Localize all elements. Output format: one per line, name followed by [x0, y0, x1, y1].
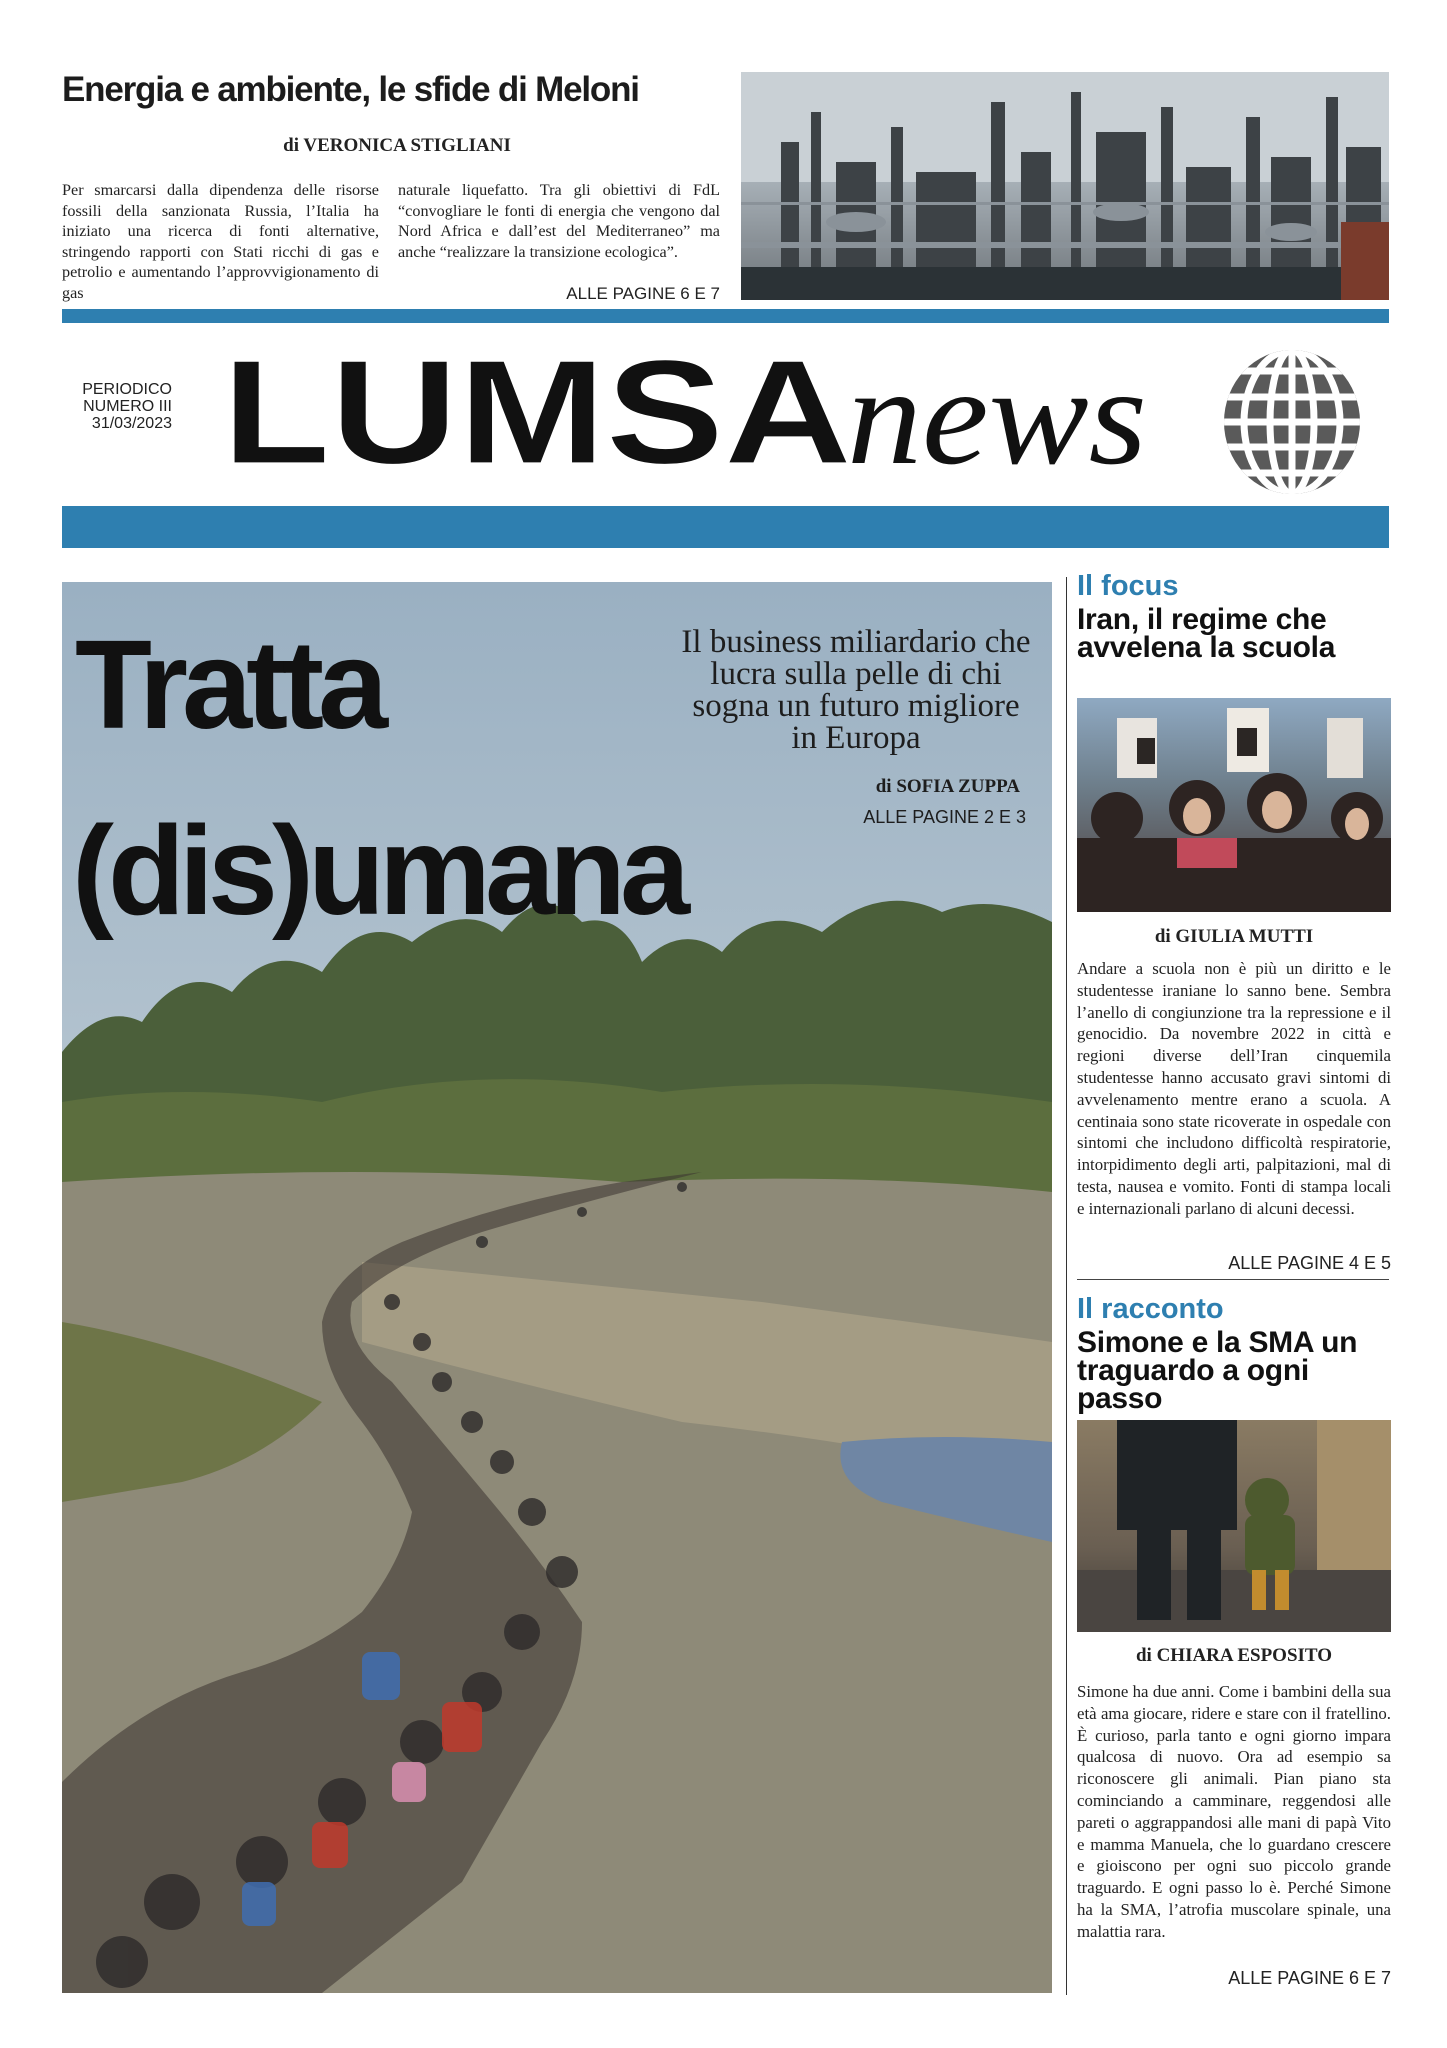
lead-byline: di SOFIA ZUPPA: [875, 776, 1020, 797]
sidebar-divider: [1066, 577, 1067, 1995]
lead-headline-line-1[interactable]: Tratta: [75, 614, 383, 755]
masthead-bottom-bar: [62, 506, 1389, 548]
lead-page-ref[interactable]: ALLE PAGINE 2 E 3: [863, 807, 1026, 827]
refinery-photo: [741, 72, 1389, 300]
periodical-label: PERIODICO: [82, 381, 172, 398]
issue-number: NUMERO III: [83, 398, 172, 415]
top-story-column-1: Per smarcarsi dalla dipendenza delle risorse fossili della sanzionata Russia, l’Italia ha iniziato una ricerca di fonti alternative, stringendo rapporti con Stati ricchi di gas e petrolio e aumentando l’approvvigionamento di gas: [62, 181, 379, 302]
focus-headline[interactable]: Iran, il regime che avvelena la scuola: [1077, 603, 1336, 664]
sidebar-separator: [1077, 1279, 1389, 1280]
brand-script-text: news: [847, 339, 1147, 494]
simone-photo: [1077, 1420, 1391, 1632]
globe-icon: [1222, 347, 1362, 497]
issue-date: 31/03/2023: [91, 415, 172, 432]
top-story-byline: di VERONICA STIGLIANI: [283, 135, 511, 156]
top-story-title[interactable]: Energia e ambiente, le sfide di Meloni: [62, 70, 639, 109]
masthead-logo[interactable]: [222, 330, 1172, 495]
lead-deck: Il business miliardario che lucra sulla pelle di chi sogna un futuro migliore in Europa: [681, 624, 1031, 756]
racconto-byline: di CHIARA ESPOSITO: [1135, 1645, 1333, 1666]
racconto-headline[interactable]: Simone e la SMA un traguardo a ogni passo: [1077, 1326, 1358, 1415]
iran-protest-photo: [1077, 698, 1391, 912]
racconto-page-ref[interactable]: ALLE PAGINE 6 E 7: [1228, 1968, 1391, 1988]
lead-headline-line-2[interactable]: (dis)umana: [72, 800, 685, 941]
focus-text: Andare a scuola non è più un diritto e le studentesse iraniane lo sanno bene. Sembra l’anello di congiunzione tra la repressione e il genocidio. Da novembre 2022 in città e regioni diverse dell’Iran cinquemila studentesse hanno accusato gravi sintomi di avvelenamento mentre erano a scuola. A centinaia sono state ricoverate in ospedale con sintomi che includono difficoltà respiratorie, intorpidimento degli arti, palpitazioni, mal di testa, nausea e vomito. Fonti di stampa locali e internazionali parlano di alcuni decessi.: [1077, 959, 1391, 1218]
top-story-page-ref[interactable]: ALLE PAGINE 6 E 7: [566, 284, 720, 303]
racconto-kicker: Il racconto: [1077, 1293, 1224, 1325]
racconto-text: Simone ha due anni. Come i bambini della sua età ama giocare, ridere e stare con il fratellino. È curioso, parla tanto e ogni giorno impara qualcosa di nuovo. Ora ad esempio sa riconoscere gli animali. Pian piano sta cominciando a camminare, reggendosi alle pareti o aggrappandosi alle mani di papà Vito e mamma Manuela, che lo guardano crescere e gioiscono per ogni suo piccolo grande traguardo. E ogni passo lo è. Perché Simone ha la SMA, l’atrofia muscolare spinale, una malattia rara.: [1077, 1682, 1391, 1941]
focus-kicker: Il focus: [1077, 570, 1179, 602]
brand-main-text: LUMSA: [222, 330, 852, 495]
top-story-column-2: naturale liquefatto. Tra gli obiettivi di FdL “convogliare le fonti di energia che vengono dal Nord Africa e dall’est del Mediterraneo” ma anche “realizzare la transizione ecologica”.: [398, 181, 720, 261]
focus-page-ref[interactable]: ALLE PAGINE 4 E 5: [1228, 1253, 1391, 1273]
issue-info: [62, 381, 172, 432]
masthead-top-bar: [62, 309, 1389, 323]
focus-byline: di GIULIA MUTTI: [1154, 926, 1314, 947]
